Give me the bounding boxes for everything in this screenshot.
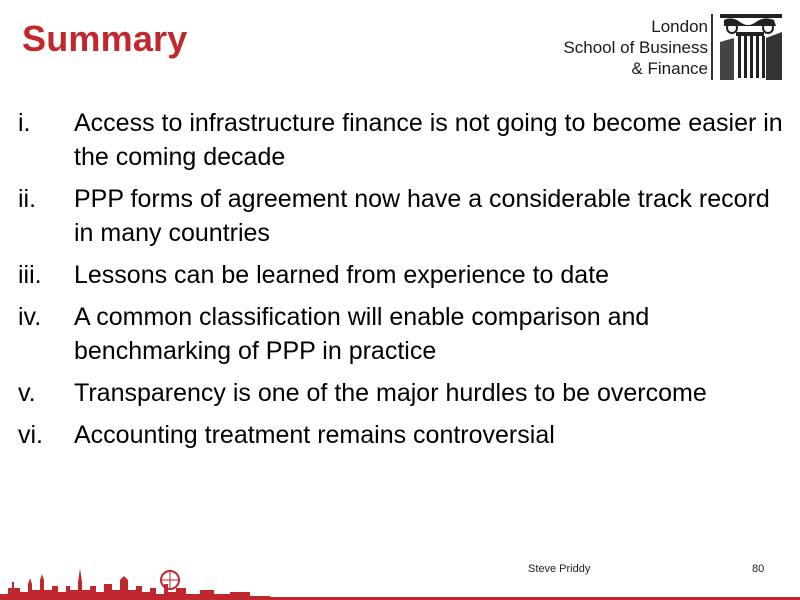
item-text: Access to infrastructure finance is not going to become easier in the coming decade [74,109,783,171]
list-item [18,258,788,292]
list-item [18,376,788,410]
list-item [18,300,788,368]
logo-line: London [651,17,708,36]
logo-line: School of Business [563,38,708,57]
item-text: Accounting treatment remains controversial [74,421,555,449]
item-numeral: iv. [18,303,42,331]
item-text: A common classification will enable comparison and benchmarking of PPP in practice [74,303,650,365]
logo-line: & Finance [631,59,708,78]
item-text: PPP forms of agreement now have a considerable track record in many countries [74,185,770,247]
summary-list [18,106,788,460]
list-item [18,182,788,250]
footer-author: Steve Priddy [528,563,591,575]
item-numeral: ii. [18,185,37,213]
item-text: Transparency is one of the major hurdles to be overcome [74,379,707,407]
list-item [18,106,788,174]
item-text: Lessons can be learned from experience to date [74,261,610,289]
item-numeral: iii. [18,261,42,289]
slide-title: Summary [22,18,188,59]
item-numeral: v. [18,379,36,407]
logo-divider [711,14,713,80]
list-item [18,418,788,452]
school-logo [560,12,788,84]
item-numeral: i. [18,109,31,137]
london-skyline-icon [0,560,270,600]
logo-text [563,16,708,79]
item-numeral: vi. [18,421,43,449]
footer-page-number: 80 [752,563,765,575]
classical-column-icon [718,12,784,80]
